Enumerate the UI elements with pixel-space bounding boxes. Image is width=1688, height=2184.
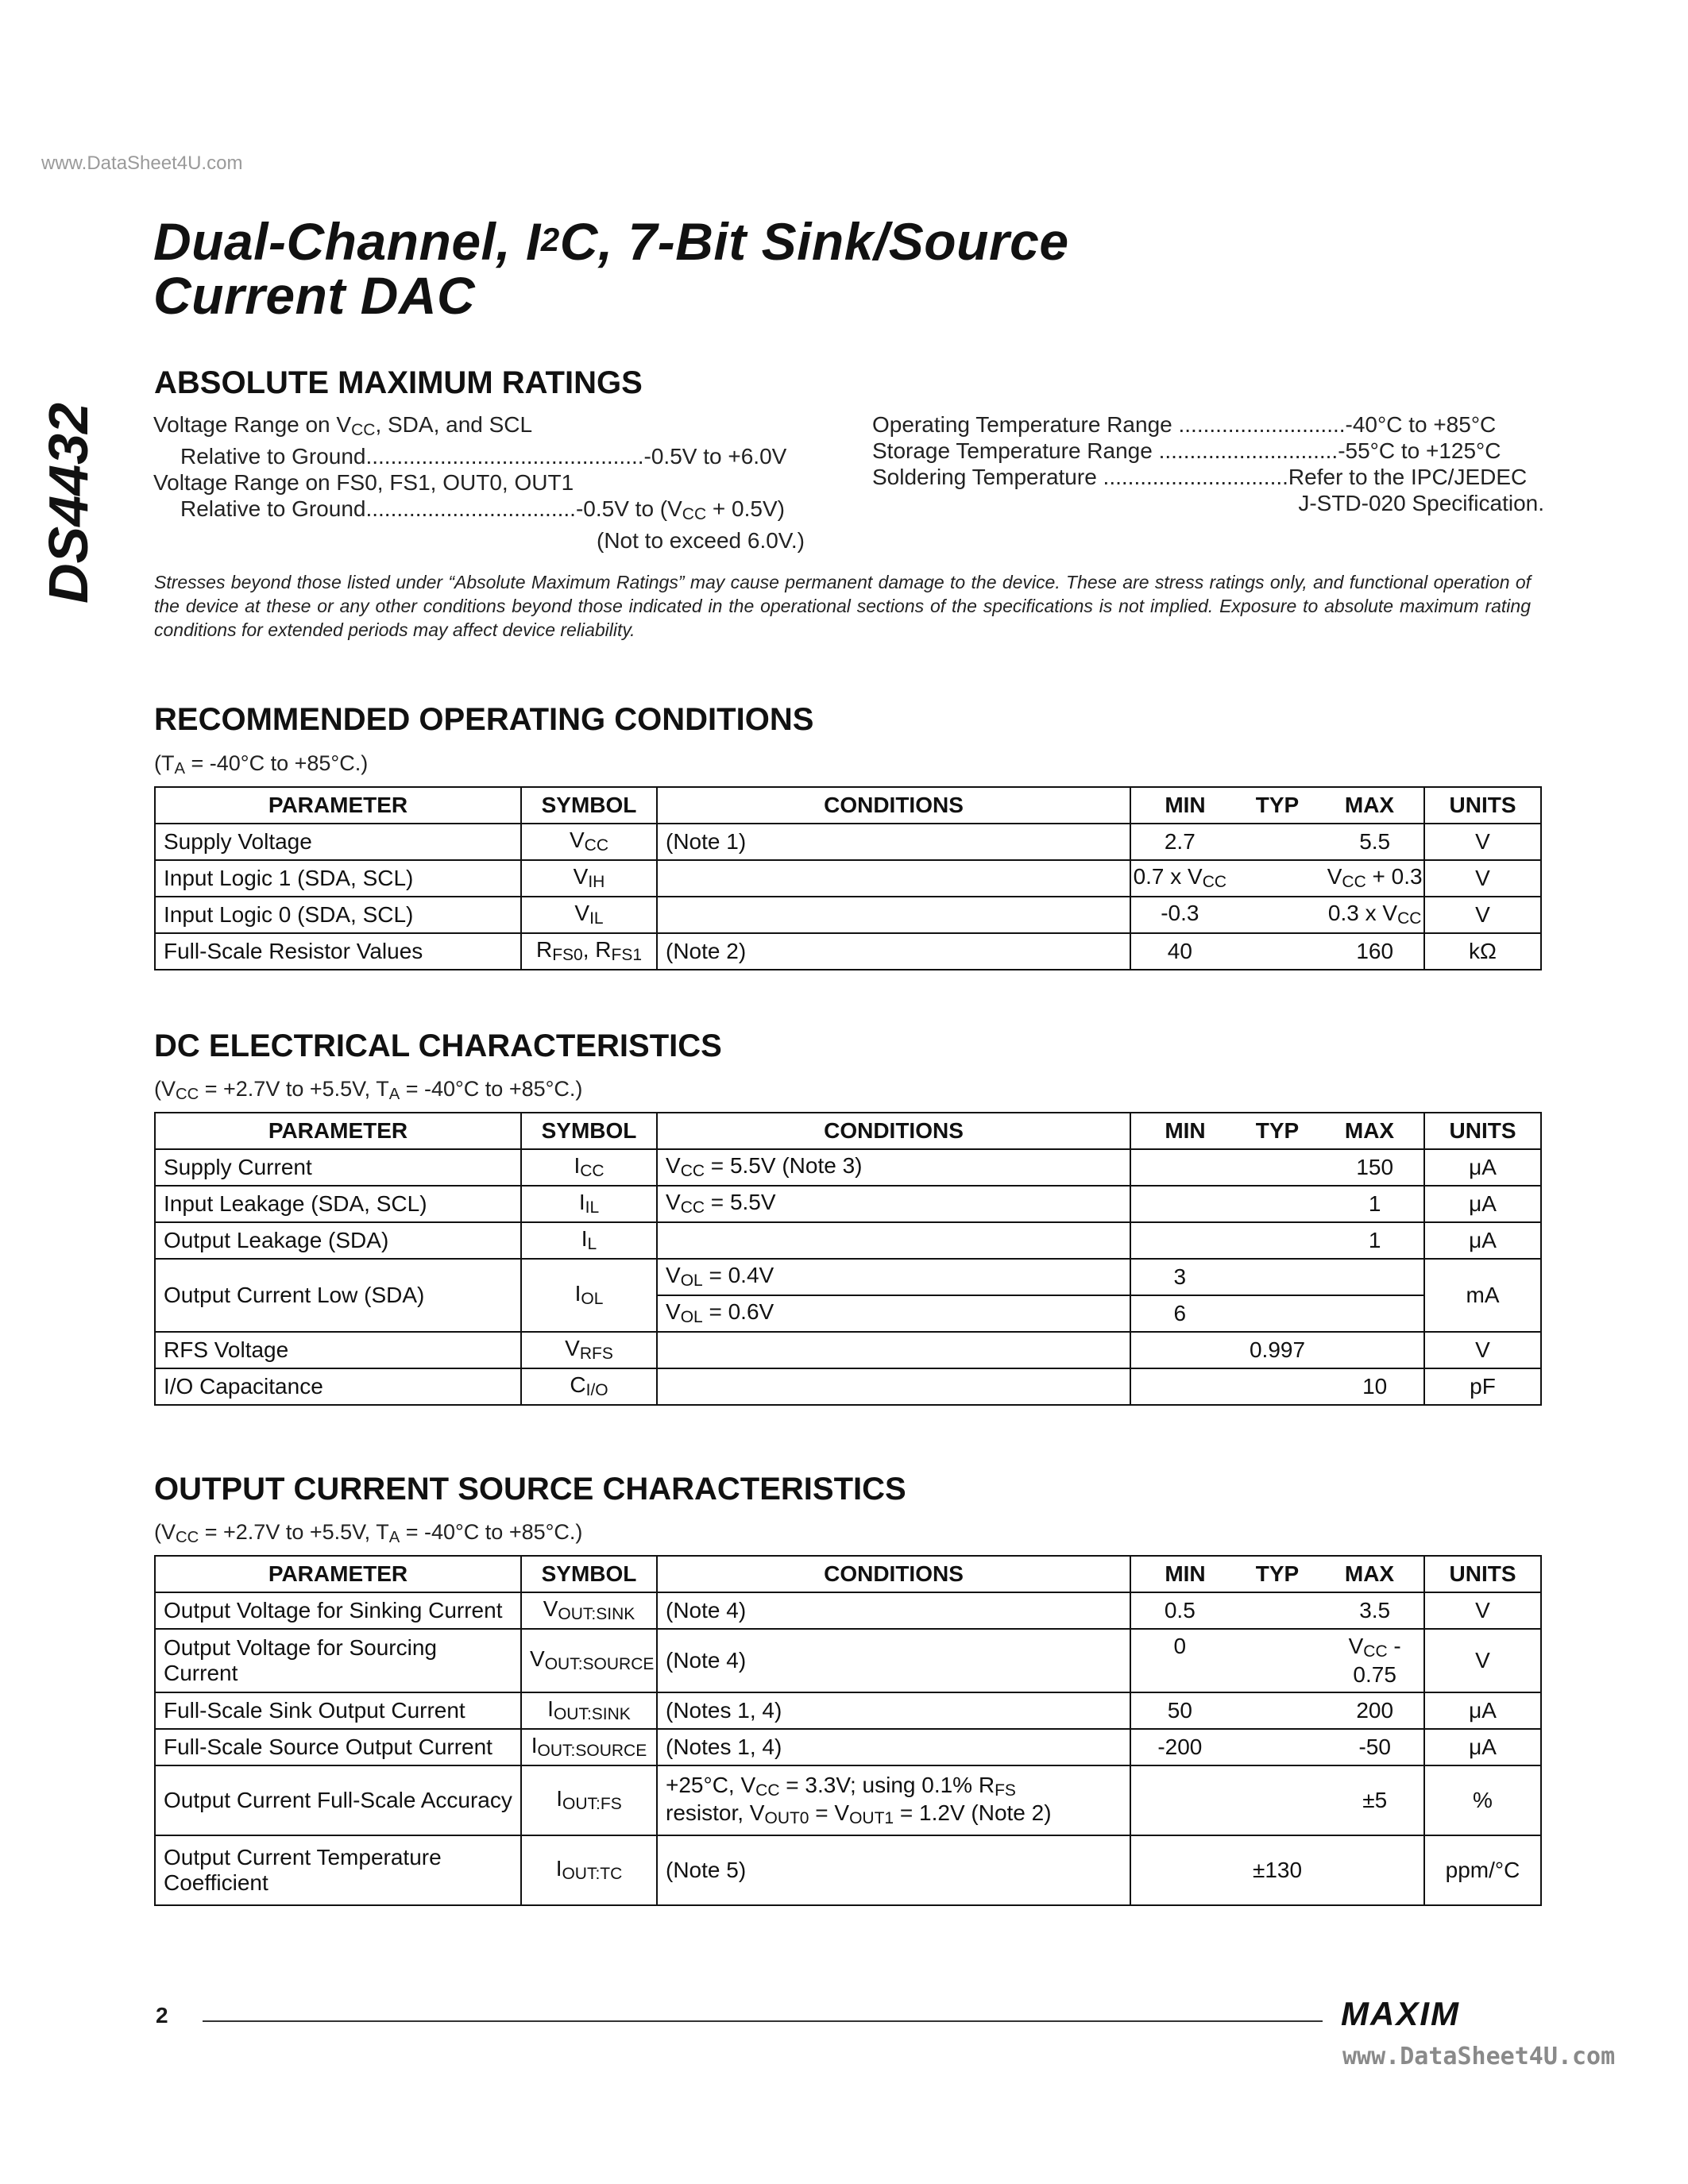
ocs-table	[154, 1555, 1542, 1906]
table-header-row: PARAMETER SYMBOL CONDITIONS MIN TYP MAX UNITS	[155, 1556, 1541, 1592]
table-row: Input Leakage (SDA, SCL) $I_{IL}$ $V_{CC} = 5.5V$ 1 μA	[155, 1186, 1541, 1222]
roc-table	[154, 786, 1542, 970]
table-header-row: PARAMETER SYMBOL CONDITIONS MIN TYP MAX UNITS	[155, 1113, 1541, 1149]
svg-text:MAXIM: MAXIM	[1341, 1998, 1460, 2030]
roc-conditions: ($T_A = -40^\circ C$ to +85°C.)	[154, 751, 369, 778]
page-title: Dual-Channel, $I^2C$, 7-Bit Sink/Source Current DAC	[153, 212, 1069, 325]
table-row: Full-Scale Source Output Current $I_{OUT:SOURCE}$ (Notes 1, 4) -200 -50 μA	[155, 1729, 1541, 1765]
table-row: $V_{OL} = 0.6V$ 6	[155, 1295, 1541, 1332]
table-row: Full-Scale Sink Output Current $I_{OUT:SINK}$ (Notes 1, 4) 50 200 μA	[155, 1692, 1541, 1729]
amr-heading: ABSOLUTE MAXIMUM RATINGS	[154, 365, 643, 400]
dc-table	[154, 1112, 1542, 1406]
table-row: Input Logic 1 (SDA, SCL) $V_{IH}$ 0.7 x $V_{CC}$ $V_{CC} + 0.3$ V	[155, 860, 1541, 897]
table-row: Supply Voltage $V_{CC}$ (Note 1) 2.7 5.5 V	[155, 824, 1541, 860]
table-row: Output Current Full-Scale Accuracy $I_{OUT:FS}$ +25°C, $V_{CC} = 3.3V$; using 0.1% $R_{FS}$ resistor, $V_{OUT0} = V_{OUT1} = 1.2V$ (Note 2) ±5 %	[155, 1765, 1541, 1835]
maxim-logo	[1341, 1998, 1539, 2034]
footer-rule	[203, 2020, 1323, 2022]
table-row: Output Leakage (SDA) $I_L$ 1 μA	[155, 1222, 1541, 1259]
table-row: Output Voltage for Sourcing Current $V_{OUT:SOURCE}$ (Note 4) 0 $V_{CC} - 0.75$ V	[155, 1629, 1541, 1692]
watermark-top: www.DataSheet4U.com	[41, 152, 243, 174]
table-row: Input Logic 0 (SDA, SCL) $V_{IL}$ -0.3 0.3 x $V_{CC}$ V	[155, 897, 1541, 933]
page-number: 2	[156, 2003, 168, 2028]
amr-right-list: Operating Temperature Range ...........................-40°C to +85°C Storage Temperature Range .............................-55°C to +125°C Soldering Temperature ..............................Refer to the IPC/JEDEC J-STD-020 Specification.	[872, 412, 1544, 515]
dc-heading: DC ELECTRICAL CHARACTERISTICS	[154, 1028, 722, 1063]
side-part-number: DS4432	[37, 403, 99, 604]
dc-conditions: ($V_{CC} = +2.7V$ to +5.5V, $T_A = -40^\circ C$ to +85°C.)	[154, 1077, 583, 1104]
table-row: Full-Scale Resistor Values $R_{FS0}$, $R_{FS1}$ (Note 2) 40 160 kΩ	[155, 933, 1541, 970]
table-row: RFS Voltage $V_{RFS}$ 0.997 V	[155, 1332, 1541, 1368]
amr-left-list: Voltage Range on $V_{CC}$, SDA, and SCL Relative to Ground.............................................-0.5V to +6.0V Voltage Range on FS0, FS1, OUT0, OUT1 Relative to Ground..................................-0.5V to $(V_{CC} + 0.5V)$ (Not to exceed 6.0V.)	[153, 412, 805, 554]
watermark-bottom: www.DataSheet4U.com	[1342, 2043, 1616, 2070]
ocs-heading: OUTPUT CURRENT SOURCE CHARACTERISTICS	[154, 1472, 906, 1507]
table-row: I/O Capacitance $C_{I/O}$ 10 pF	[155, 1368, 1541, 1405]
roc-heading: RECOMMENDED OPERATING CONDITIONS	[154, 702, 814, 737]
table-row: Supply Current $I_{CC}$ $V_{CC} = 5.5V$ (Note 3) 150 μA	[155, 1149, 1541, 1186]
table-row: Output Voltage for Sinking Current $V_{OUT:SINK}$ (Note 4) 0.5 3.5 V	[155, 1592, 1541, 1629]
amr-stress-note: Stresses beyond those listed under “Absolute Maximum Ratings” may cause permanent damage to the device. These are stress ratings only, and functional operation of the device at these or any other conditions beyond those indicated in the operational sections of the specifications is not implied. Exposure to absolute maximum rating conditions for extended periods may affect device reliability.	[154, 572, 1531, 640]
table-row: Output Current Temperature Coefficient $I_{OUT:TC}$ (Note 5) ±130 ppm/°C	[155, 1835, 1541, 1905]
table-header-row: PARAMETER SYMBOL CONDITIONS MIN TYP MAX UNITS	[155, 787, 1541, 824]
maxim-logo-icon	[1341, 1998, 1539, 2030]
ocs-conditions: ($V_{CC} = +2.7V$ to +5.5V, $T_A = -40^\circ C$ to +85°C.)	[154, 1520, 583, 1547]
table-row: Output Current Low (SDA) $I_{OL}$ $V_{OL} = 0.4V$ 3 mA	[155, 1259, 1541, 1295]
